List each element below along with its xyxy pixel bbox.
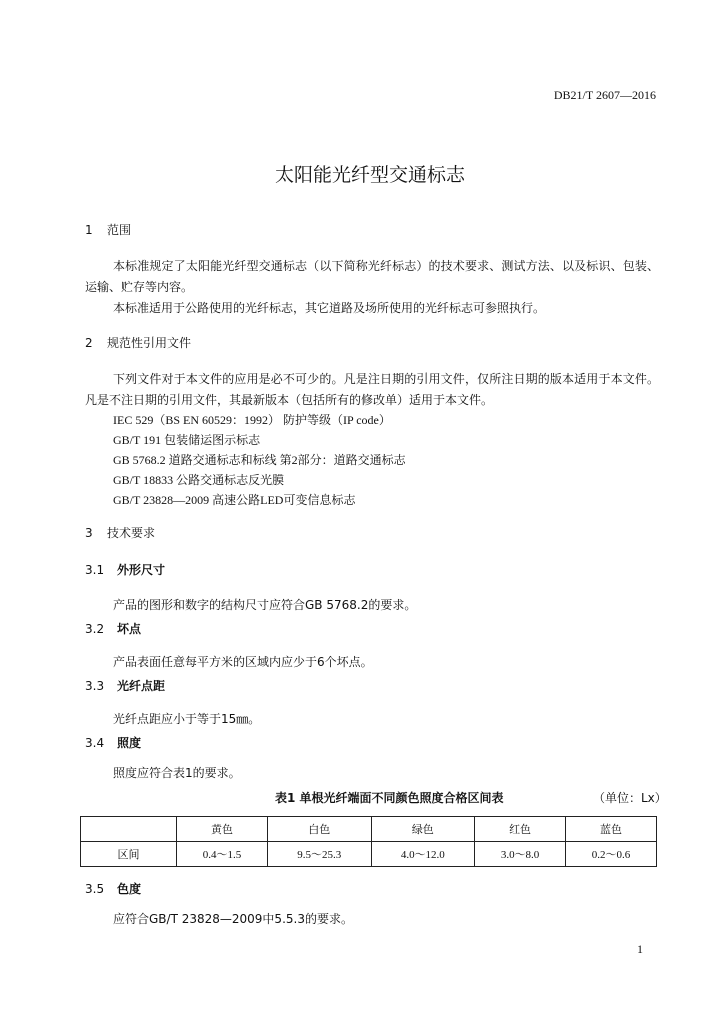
subsection-title: 色度	[117, 882, 142, 896]
subsection-3-3-text: 光纤点距应小于等于15㎜。	[113, 712, 261, 726]
table-header-cell	[81, 817, 177, 842]
page-number: 1	[637, 942, 643, 956]
table-caption: 表1 单根光纤端面不同颜色照度合格区间表	[275, 791, 504, 805]
normative-reference: GB/T 191 包装储运图示标志	[113, 433, 261, 447]
subsection-3-5-text: 应符合GB/T 23828—2009中5.5.3的要求。	[113, 912, 353, 926]
subsection-title: 照度	[117, 736, 142, 750]
subsection-number: 3.1	[85, 563, 105, 577]
subsection-3-4-heading	[85, 734, 141, 751]
table-header-cell: 白色	[267, 817, 371, 842]
normative-reference: GB/T 23828—2009 高速公路LED可变信息标志	[113, 493, 356, 507]
table-cell: 4.0～12.0	[371, 842, 475, 867]
table-row-label: 区间	[81, 842, 177, 867]
table-cell: 0.4～1.5	[177, 842, 268, 867]
section-2-heading	[85, 334, 191, 351]
table-unit: （单位：Lx）	[593, 791, 667, 805]
subsection-3-2-heading	[85, 620, 141, 637]
subsection-title: 坏点	[117, 622, 142, 636]
section-2-paragraph-1: 下列文件对于本文件的应用是必不可少的。凡是注日期的引用文件，仅所注日期的版本适用于本文件。凡是不注日期的引用文件，其最新版本（包括所有的修改单）适用于本文件。	[85, 372, 659, 407]
subsection-3-2-text: 产品表面任意每平方米的区域内应少于6个坏点。	[113, 655, 373, 669]
section-1-heading	[85, 221, 131, 238]
normative-reference: GB/T 18833 公路交通标志反光膜	[113, 473, 285, 487]
section-number: 2	[85, 336, 93, 350]
normative-reference: GB 5768.2 道路交通标志和标线 第2部分：道路交通标志	[113, 453, 406, 467]
subsection-title: 光纤点距	[117, 679, 166, 693]
table-header-cell: 绿色	[371, 817, 475, 842]
section-3-heading	[85, 524, 155, 541]
subsection-3-3-heading	[85, 677, 165, 694]
section-1-paragraph-2: 本标准适用于公路使用的光纤标志，其它道路及场所使用的光纤标志可参照执行。	[113, 301, 546, 315]
subsection-3-1-heading	[85, 561, 165, 578]
section-title: 技术要求	[107, 526, 156, 540]
subsection-title: 外形尺寸	[117, 563, 166, 577]
document-title: 太阳能光纤型交通标志	[274, 164, 465, 186]
illuminance-table	[80, 816, 657, 867]
table-row	[81, 842, 657, 867]
normative-reference: IEC 529（BS EN 60529：1992） 防护等级（IP code）	[113, 413, 391, 427]
table-header-cell: 黄色	[177, 817, 268, 842]
table-cell: 9.5～25.3	[267, 842, 371, 867]
section-title: 规范性引用文件	[107, 336, 192, 350]
section-number: 3	[85, 526, 93, 540]
section-number: 1	[85, 223, 93, 237]
table-cell: 3.0～8.0	[475, 842, 566, 867]
standard-code: DB21/T 2607—2016	[553, 88, 656, 102]
section-title: 范围	[107, 223, 132, 237]
subsection-number: 3.2	[85, 622, 105, 636]
subsection-number: 3.5	[85, 882, 105, 896]
table-cell: 0.2～0.6	[566, 842, 657, 867]
section-1-paragraph-1: 本标准规定了太阳能光纤型交通标志（以下简称光纤标志）的技术要求、测试方法、以及标识、包装、运输、贮存等内容。	[85, 259, 659, 294]
table-header-row	[81, 817, 657, 842]
table-header-cell: 红色	[475, 817, 566, 842]
subsection-number: 3.4	[85, 736, 105, 750]
subsection-3-5-heading	[85, 880, 141, 897]
subsection-number: 3.3	[85, 679, 105, 693]
subsection-3-4-text: 照度应符合表1的要求。	[113, 766, 241, 780]
table-header-cell: 蓝色	[566, 817, 657, 842]
subsection-3-1-text: 产品的图形和数字的结构尺寸应符合GB 5768.2的要求。	[113, 598, 417, 612]
